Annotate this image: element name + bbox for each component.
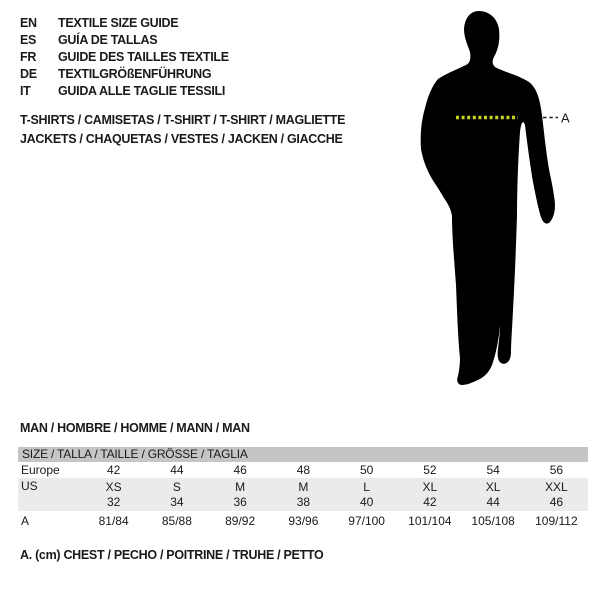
size-cell: 44 [170, 463, 184, 477]
size-cell: 56 [549, 463, 564, 477]
size-cell: XXL [545, 479, 568, 494]
guide-title: TEXTILGRÖßENFÜHRUNG [58, 66, 212, 81]
table-row-us-block [18, 478, 588, 511]
category-jackets: JACKETS / CHAQUETAS / VESTES / JACKEN / GIACCHE [20, 132, 343, 146]
row-label: US [21, 479, 38, 493]
size-cell: 46 [233, 463, 247, 477]
size-cell: 101/104 [408, 513, 452, 528]
category-tshirts: T-SHIRTS / CAMISETAS / T-SHIRT / T-SHIRT / MAGLIETTE [20, 113, 346, 127]
measure-label-a: A [561, 110, 570, 126]
guide-title: GUÍA DE TALLAS [58, 32, 158, 47]
size-cell: 38 [296, 494, 311, 509]
row-label: A [21, 513, 30, 528]
guide-title: GUIDE DES TAILLES TEXTILE [58, 49, 229, 64]
man-figure [390, 0, 600, 400]
size-cell: 54 [486, 463, 500, 477]
size-table-header: SIZE / TALLA / TAILLE / GRÖSSE / TAGLIA [18, 447, 588, 462]
man-silhouette [421, 11, 555, 385]
table-row-europe [18, 462, 588, 478]
language-code: EN [20, 15, 37, 30]
size-cell: XL [422, 479, 438, 494]
size-cell: 40 [359, 494, 374, 509]
size-cell: 34 [170, 494, 184, 509]
size-table [18, 447, 588, 530]
size-cell: 109/112 [535, 513, 578, 528]
size-cell: S [172, 479, 181, 494]
language-code: DE [20, 66, 37, 81]
size-cell: 93/96 [288, 513, 319, 528]
size-cell: 52 [423, 463, 437, 477]
size-cell: 85/88 [161, 513, 192, 528]
size-cell: 42 [106, 463, 121, 477]
language-row [20, 31, 229, 48]
size-cell: 48 [296, 463, 311, 477]
size-cell: 44 [486, 494, 500, 509]
guide-title: TEXTILE SIZE GUIDE [58, 15, 179, 30]
language-row [20, 48, 229, 65]
table-row-chest [18, 511, 588, 530]
size-cell: 105/108 [471, 513, 515, 528]
language-code: IT [20, 83, 31, 98]
size-cell: 50 [359, 463, 374, 477]
size-cell: M [298, 479, 309, 494]
size-cell: 89/92 [225, 513, 256, 528]
guide-title: GUIDA ALLE TAGLIE TESSILI [58, 83, 226, 98]
row-label: Europe [21, 463, 60, 477]
size-cell: L [363, 479, 370, 494]
language-row [20, 65, 229, 82]
size-cell: 36 [233, 494, 247, 509]
measurement-footnote: A. (cm) CHEST / PECHO / POITRINE / TRUHE / PETTO [20, 548, 324, 562]
language-list [20, 14, 229, 99]
language-row [20, 14, 229, 31]
size-cell: 81/84 [98, 513, 129, 528]
size-cell: M [235, 479, 246, 494]
garment-categories [20, 111, 345, 149]
language-row [20, 82, 229, 99]
size-cell: 97/100 [348, 513, 385, 528]
size-cell: 32 [106, 494, 121, 509]
size-cell: XL [485, 479, 501, 494]
size-cell: 42 [423, 494, 437, 509]
size-cell: 46 [549, 494, 564, 509]
table-row-us [18, 479, 588, 494]
section-title-man: MAN / HOMBRE / HOMME / MANN / MAN [20, 421, 250, 435]
language-code: ES [20, 32, 37, 47]
table-row-us-numeric [18, 494, 588, 509]
size-cell: XS [105, 479, 122, 494]
language-code: FR [20, 49, 37, 64]
